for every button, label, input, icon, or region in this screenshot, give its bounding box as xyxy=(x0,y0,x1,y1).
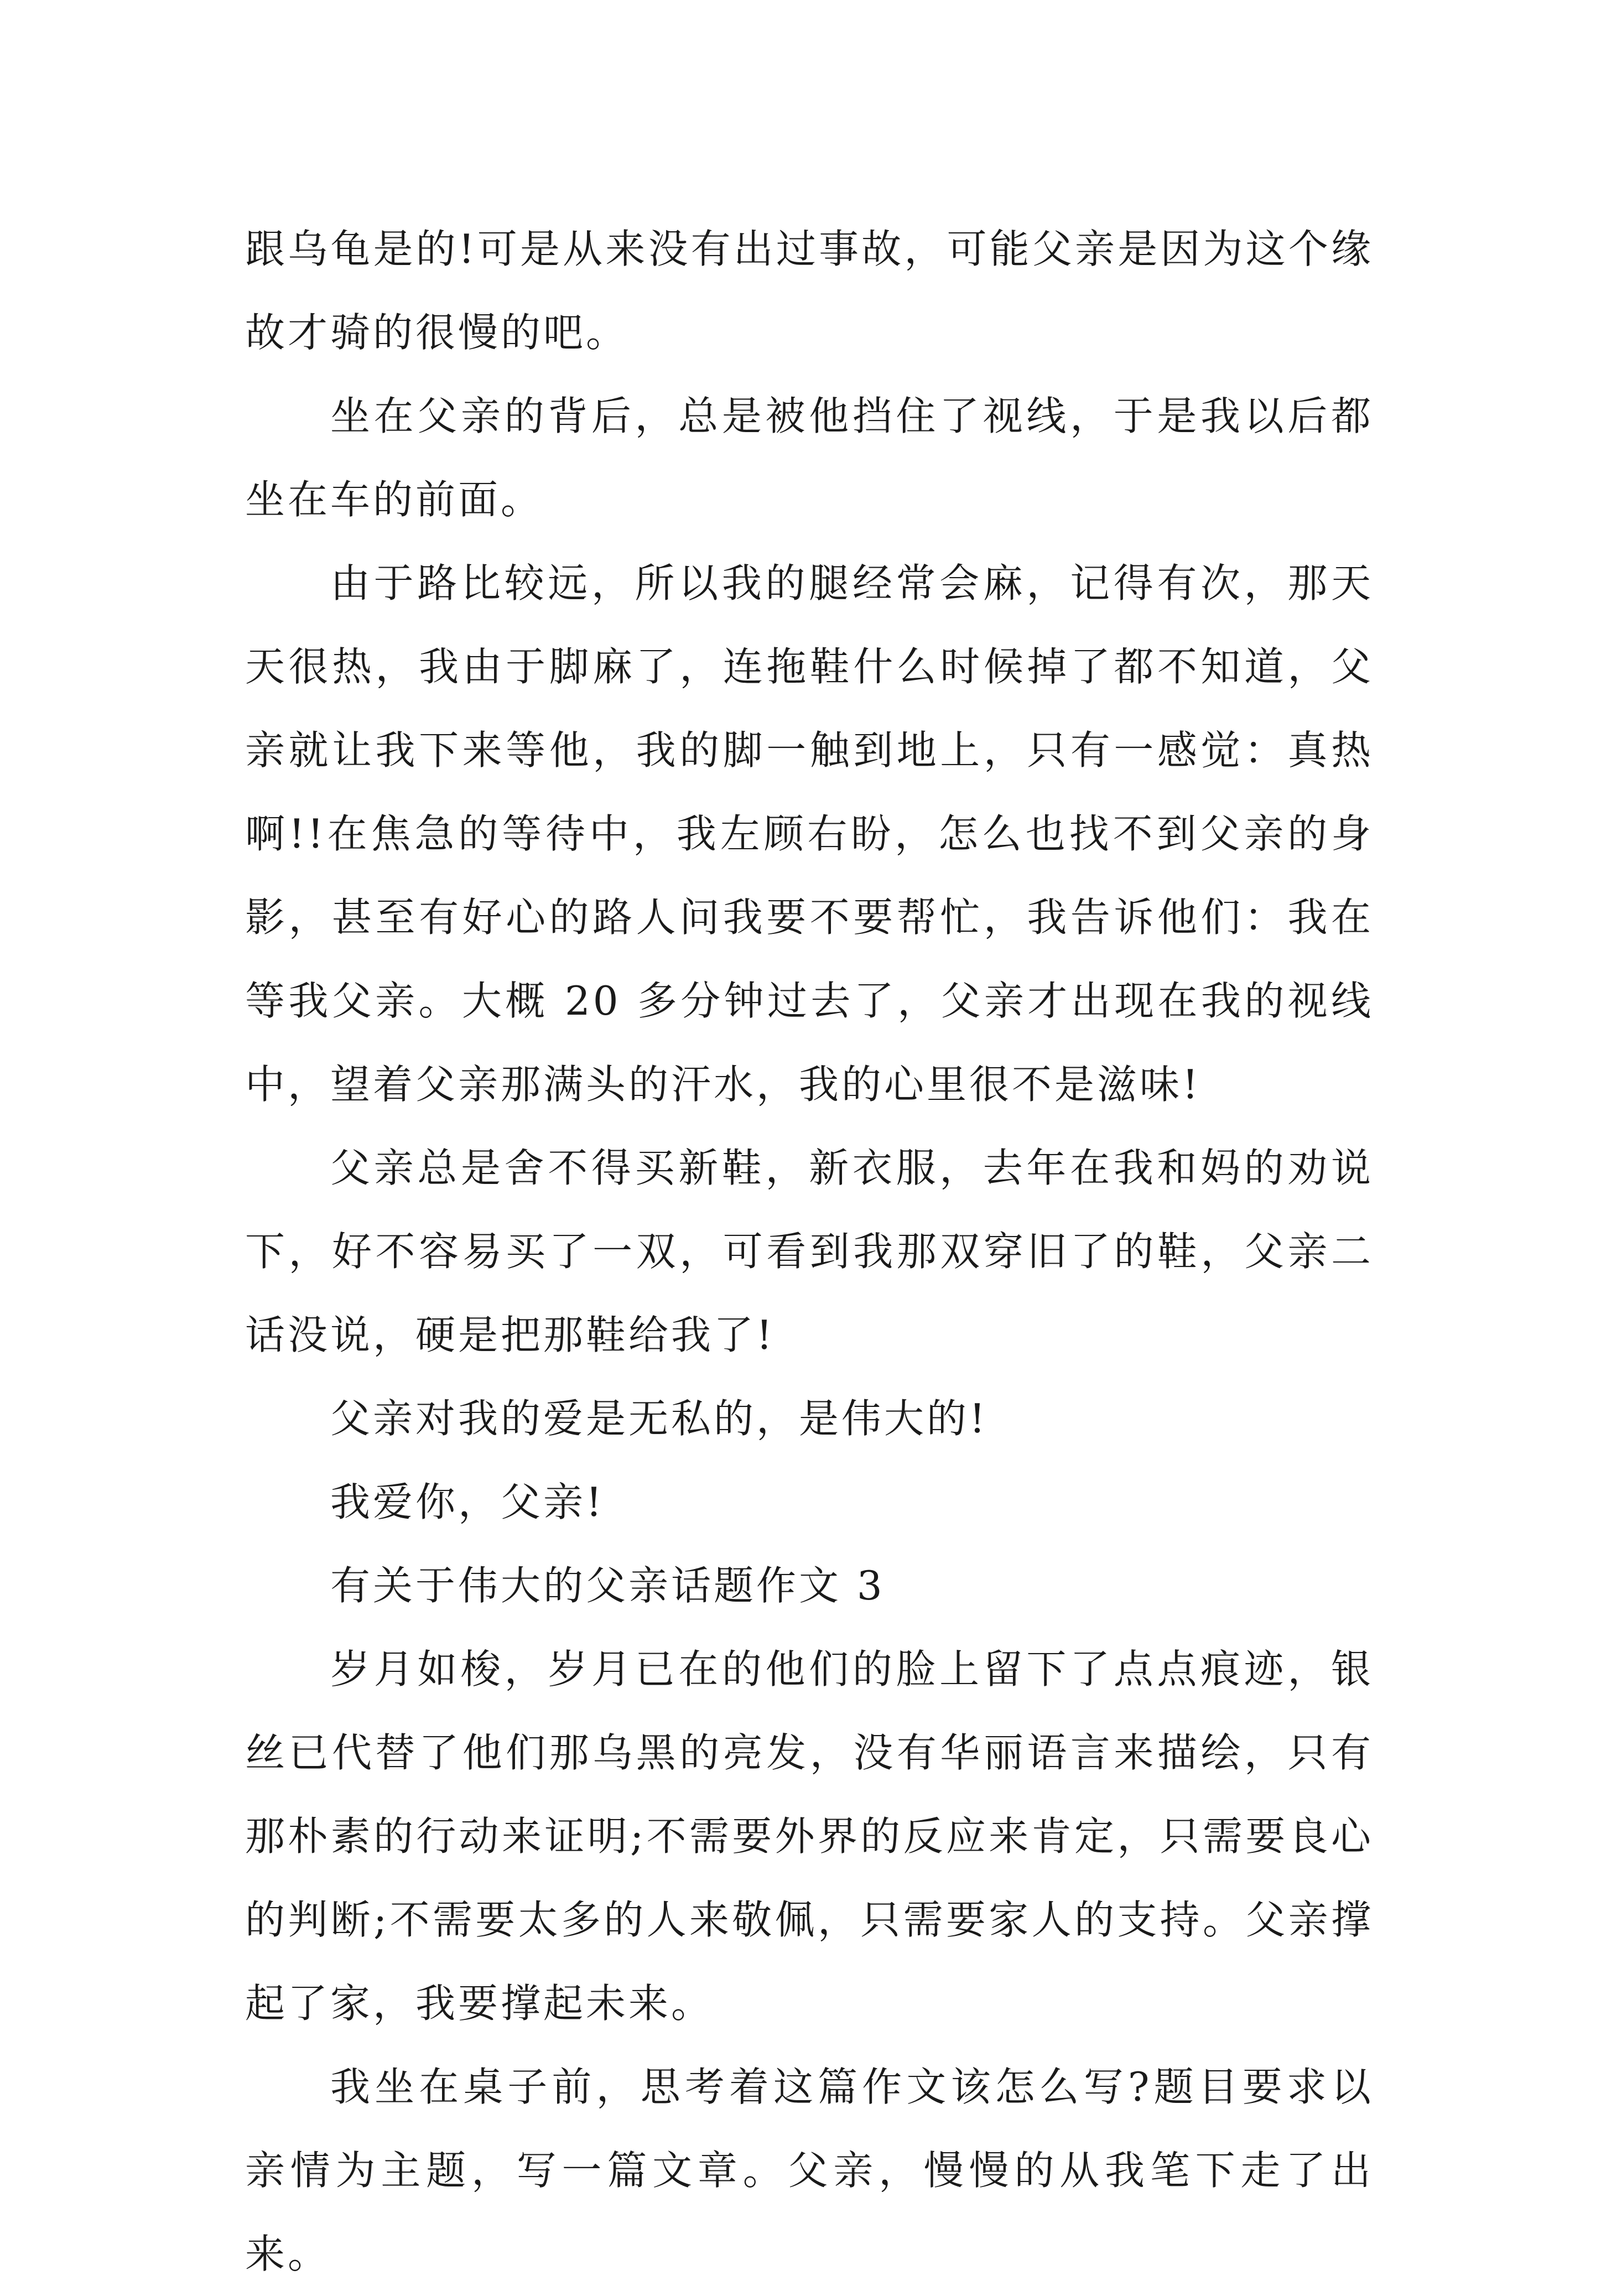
section-heading: 有关于伟大的父亲话题作文 3 xyxy=(330,1562,885,1609)
document-body xyxy=(245,207,1374,2296)
paragraph: 父亲对我的爱是无私的，是伟大的! xyxy=(330,1395,988,1442)
paragraph: 岁月如梭，岁月已在的他们的脸上留下了点点痕迹，银丝已代替了他们那乌黑的亮发，没有华丽语言来描绘，只有那朴素的行动来证明;不需要外界的反应来肯定，只需要良心的判断;不需要太多的人来敬佩，只需要家人的支持。父亲撑起了家，我要撑起未来。 xyxy=(245,1646,1374,2027)
paragraph: 我坐在桌子前，思考着这篇作文该怎么写?题目要求以亲情为主题，写一篇文章。父亲，慢慢的从我笔下走了出来。 xyxy=(245,2064,1374,2277)
paragraph: 我爱你，父亲! xyxy=(330,1479,605,1525)
paragraph: 跟乌龟是的!可是从来没有出过事故，可能父亲是因为这个缘故才骑的很慢的吧。 xyxy=(245,226,1374,356)
paragraph: 坐在父亲的背后，总是被他挡住了视线，于是我以后都坐在车的前面。 xyxy=(245,393,1374,523)
paragraph: 由于路比较远，所以我的腿经常会麻，记得有次，那天天很热，我由于脚麻了，连拖鞋什么时候掉了都不知道，父亲就让我下来等他，我的脚一触到地上，只有一感觉：真热啊!!在焦急的等待中，我左顾右盼，怎么也找不到父亲的身影，甚至有好心的路人问我要不要帮忙，我告诉他们：我在等我父亲。大概 20 多分钟过去了，父亲才出现在我的视线中，望着父亲那满头的汗水，我的心里很不是滋味! xyxy=(245,560,1374,1108)
paragraph: 父亲总是舍不得买新鞋，新衣服，去年在我和妈的劝说下，好不容易买了一双，可看到我那双穿旧了的鞋，父亲二话没说，硬是把那鞋给我了! xyxy=(245,1145,1374,1358)
